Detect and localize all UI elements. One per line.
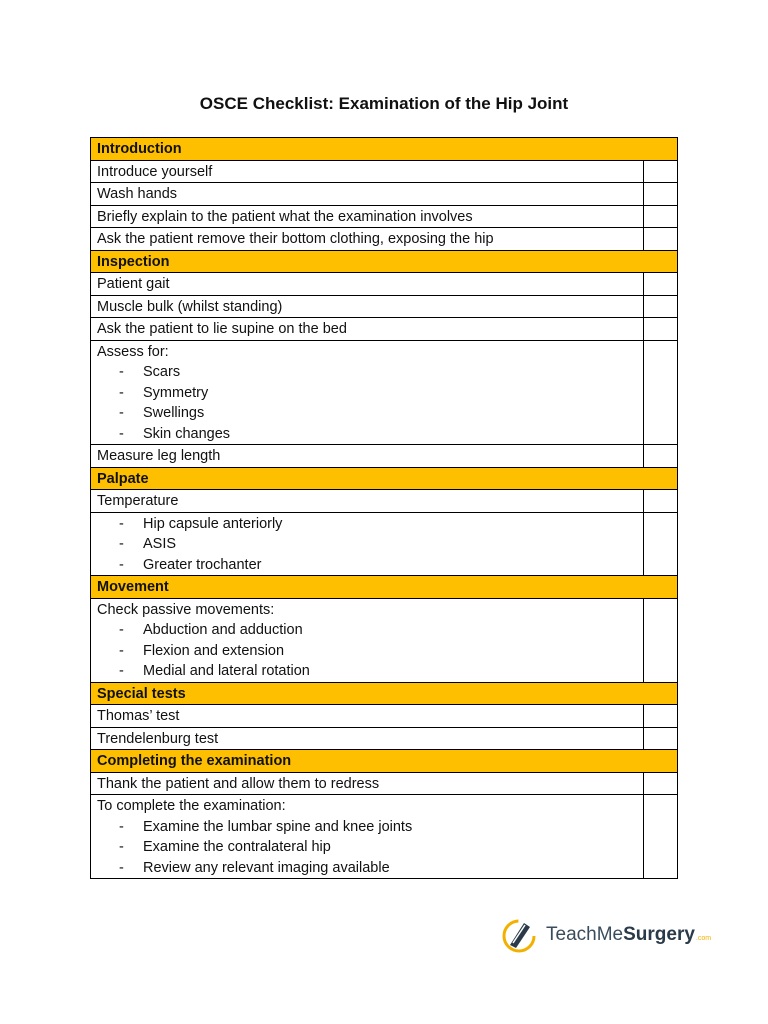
sub-item-list <box>97 514 637 576</box>
checklist-item-text: Thank the patient and allow them to redress <box>97 775 380 792</box>
checklist-item <box>91 273 644 296</box>
sub-item-list <box>97 620 637 682</box>
sub-item-list <box>97 362 637 444</box>
checkbox-cell[interactable] <box>643 205 677 228</box>
checklist-item-text: Muscle bulk (whilst standing) <box>97 298 283 315</box>
dash-bullet: - <box>119 405 124 421</box>
checkbox-cell[interactable] <box>643 772 677 795</box>
checklist-row <box>91 340 678 445</box>
logo-prefix: TeachMe <box>546 924 624 945</box>
checklist-item <box>91 295 644 318</box>
checkbox-cell[interactable] <box>643 340 677 445</box>
section-heading: Introduction <box>91 138 678 161</box>
checklist-item <box>91 772 644 795</box>
checklist-item <box>91 183 644 206</box>
checklist-item-text: Ask the patient remove their bottom clothing, exposing the hip <box>97 231 494 247</box>
checklist-row <box>91 160 678 183</box>
section-header-row <box>91 682 678 705</box>
checklist-item-text: Measure leg length <box>97 448 221 464</box>
sub-item <box>97 555 637 576</box>
checkbox-cell[interactable] <box>643 705 677 728</box>
sub-item <box>97 837 637 858</box>
checkbox-cell[interactable] <box>643 795 677 879</box>
sub-item-text: Skin changes <box>143 425 231 442</box>
sub-item-list <box>97 817 637 879</box>
sub-item <box>97 817 637 838</box>
checklist-item <box>91 340 644 445</box>
checklist-item-text: Wash hands <box>97 186 178 202</box>
sub-item-text: Examine the lumbar spine and knee joints <box>143 818 413 835</box>
section-header-row <box>91 467 678 490</box>
checkbox-cell[interactable] <box>643 598 677 682</box>
checklist-row <box>91 445 678 468</box>
sub-item <box>97 641 637 662</box>
checklist-row <box>91 795 678 879</box>
checklist-item-text: Check passive movements: <box>97 601 275 618</box>
checkbox-cell[interactable] <box>643 228 677 251</box>
sub-item-text: Examine the contralateral hip <box>143 839 331 855</box>
dash-bullet: - <box>119 663 124 679</box>
sub-item <box>97 403 637 424</box>
checklist-item <box>91 228 644 251</box>
checklist-item <box>91 490 644 513</box>
sub-item-text: ASIS <box>143 536 177 552</box>
checklist-item <box>91 445 644 468</box>
checklist-table <box>90 137 678 879</box>
checklist-item-text: Ask the patient to lie supine on the bed <box>97 321 347 337</box>
section-header-row <box>91 576 678 599</box>
dash-bullet: - <box>119 642 124 659</box>
checklist-row <box>91 598 678 682</box>
checklist-item-text: Temperature <box>97 493 179 509</box>
checkbox-cell[interactable] <box>643 295 677 318</box>
checkbox-cell[interactable] <box>643 318 677 341</box>
dash-bullet: - <box>119 384 124 401</box>
checklist-item <box>91 205 644 228</box>
checklist-row <box>91 205 678 228</box>
sub-item <box>97 383 637 404</box>
checklist-row <box>91 512 678 576</box>
dash-bullet: - <box>119 536 124 552</box>
dash-bullet: - <box>119 818 124 835</box>
dash-bullet: - <box>119 556 124 573</box>
sub-item <box>97 362 637 383</box>
section-header-row <box>91 250 678 273</box>
sub-item-text: Medial and lateral rotation <box>143 663 310 679</box>
section-heading: Palpate <box>91 467 678 490</box>
checkbox-cell[interactable] <box>643 727 677 750</box>
checklist-row <box>91 228 678 251</box>
sub-item-text: Symmetry <box>143 384 209 401</box>
checklist-item <box>91 598 644 682</box>
page-title: OSCE Checklist: Examination of the Hip Joint <box>199 94 569 113</box>
dash-bullet: - <box>119 364 124 380</box>
section-header-row <box>91 138 678 161</box>
checkbox-cell[interactable] <box>643 490 677 513</box>
checklist-row <box>91 295 678 318</box>
sub-item <box>97 514 637 535</box>
logo-text <box>546 924 711 946</box>
logo-suffix: .com <box>695 935 712 942</box>
sub-item <box>97 620 637 641</box>
checklist-item-text: Introduce yourself <box>97 163 213 180</box>
checklist-row <box>91 183 678 206</box>
dash-bullet: - <box>119 622 124 638</box>
section-header-row <box>91 750 678 773</box>
sub-item-text: Swellings <box>143 405 205 421</box>
sub-item-text: Abduction and adduction <box>143 622 303 638</box>
checklist-row <box>91 727 678 750</box>
checklist-item-text: Thomas’ test <box>97 708 180 724</box>
sub-item-text: Greater trochanter <box>143 556 262 573</box>
checklist-item <box>91 160 644 183</box>
checkbox-cell[interactable] <box>643 273 677 296</box>
sub-item <box>97 534 637 555</box>
checklist-row <box>91 318 678 341</box>
checklist-item-text: Patient gait <box>97 276 170 292</box>
pen-nib-icon <box>500 915 540 955</box>
checklist-item <box>91 727 644 750</box>
checklist-row <box>91 273 678 296</box>
checkbox-cell[interactable] <box>643 445 677 468</box>
checklist-row <box>91 772 678 795</box>
sub-item <box>97 661 637 682</box>
section-heading: Inspection <box>91 250 678 273</box>
section-heading: Movement <box>91 576 678 599</box>
dash-bullet: - <box>119 425 124 442</box>
checklist-item-text: Briefly explain to the patient what the examination involves <box>97 208 473 225</box>
checklist-item <box>91 512 644 576</box>
checklist-item-text: Trendelenburg test <box>97 730 219 747</box>
dash-bullet: - <box>119 839 124 855</box>
dash-bullet: - <box>119 515 124 532</box>
sub-item <box>97 424 637 445</box>
checkbox-cell[interactable] <box>643 160 677 183</box>
sub-item-text: Review any relevant imaging available <box>143 859 390 876</box>
teachmesurgery-logo <box>500 915 711 955</box>
section-heading: Special tests <box>91 682 678 705</box>
dash-bullet: - <box>119 859 124 876</box>
checklist-row <box>91 490 678 513</box>
checklist-item <box>91 795 644 879</box>
checklist-row <box>91 705 678 728</box>
sub-item-text: Scars <box>143 364 181 380</box>
checkbox-cell[interactable] <box>643 183 677 206</box>
sub-item-text: Hip capsule anteriorly <box>143 515 283 532</box>
sub-item <box>97 858 637 879</box>
section-heading: Completing the examination <box>91 750 678 773</box>
sub-item-text: Flexion and extension <box>143 642 285 659</box>
checklist-item <box>91 705 644 728</box>
logo-bold: Surgery <box>623 924 695 945</box>
checklist-item <box>91 318 644 341</box>
checkbox-cell[interactable] <box>643 512 677 576</box>
checklist-item-text: Assess for: <box>97 343 169 360</box>
checklist-item-text: To complete the examination: <box>97 798 286 814</box>
